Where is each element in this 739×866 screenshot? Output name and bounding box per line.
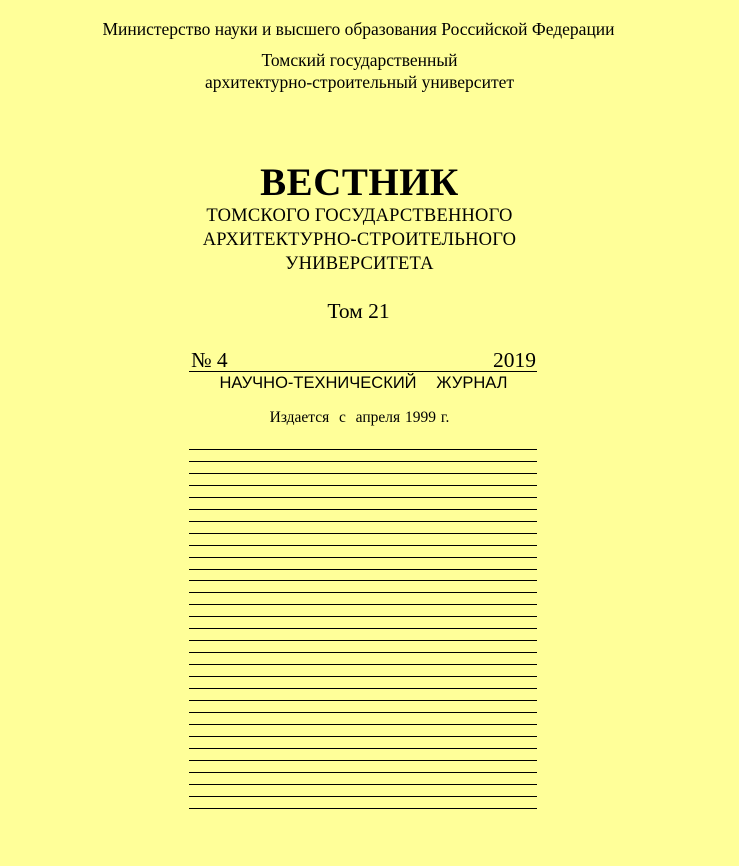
ruled-line	[189, 652, 537, 653]
ruled-line	[189, 557, 537, 558]
ruled-line	[189, 736, 537, 737]
volume-label: Том 21	[327, 299, 390, 323]
ruled-line	[189, 628, 537, 629]
ruled-line	[189, 461, 537, 462]
ruled-line	[189, 449, 537, 450]
ruled-line	[189, 688, 537, 689]
ruled-line	[189, 569, 537, 570]
ruled-line	[189, 664, 537, 665]
journal-type: НАУЧНО-ТЕХНИЧЕСКИЙ ЖУРНАЛ	[219, 374, 508, 392]
ruled-line	[189, 604, 537, 605]
ministry-name: Министерство науки и высшего образования Российской Федерации	[102, 19, 615, 39]
issue-row	[189, 349, 537, 372]
journal-subtitle-line3: УНИВЕРСИТЕТА	[285, 254, 434, 274]
ruled-line	[189, 724, 537, 725]
ruled-line	[189, 784, 537, 785]
issue-number: № 4	[191, 348, 228, 372]
ruled-line	[189, 545, 537, 546]
ruled-line	[189, 700, 537, 701]
ruled-line	[189, 772, 537, 773]
ruled-line	[189, 760, 537, 761]
journal-subtitle-line2: АРХИТЕКТУРНО-СТРОИТЕЛЬНОГО	[202, 230, 517, 250]
ruled-line	[189, 592, 537, 593]
ruled-line	[189, 473, 537, 474]
ruled-line	[189, 509, 537, 510]
ruled-line	[189, 712, 537, 713]
ruled-line	[189, 485, 537, 486]
journal-title: ВЕСТНИК	[260, 161, 459, 204]
published-since: Издается с апреля 1999 г.	[269, 409, 450, 426]
journal-subtitle-line1: ТОМСКОГО ГОСУДАРСТВЕННОГО	[206, 206, 513, 226]
ruled-line	[189, 808, 537, 809]
ruled-line	[189, 748, 537, 749]
ruled-line	[189, 497, 537, 498]
ruled-line	[189, 533, 537, 534]
university-name-line2: архитектурно-строительный университет	[204, 72, 515, 92]
issue-year: 2019	[493, 348, 536, 372]
ruled-line	[189, 796, 537, 797]
ruled-line	[189, 616, 537, 617]
university-name-line1: Томский государственный	[261, 50, 458, 70]
ruled-line	[189, 521, 537, 522]
ruled-line	[189, 640, 537, 641]
ruled-line	[189, 676, 537, 677]
ruled-line	[189, 580, 537, 581]
